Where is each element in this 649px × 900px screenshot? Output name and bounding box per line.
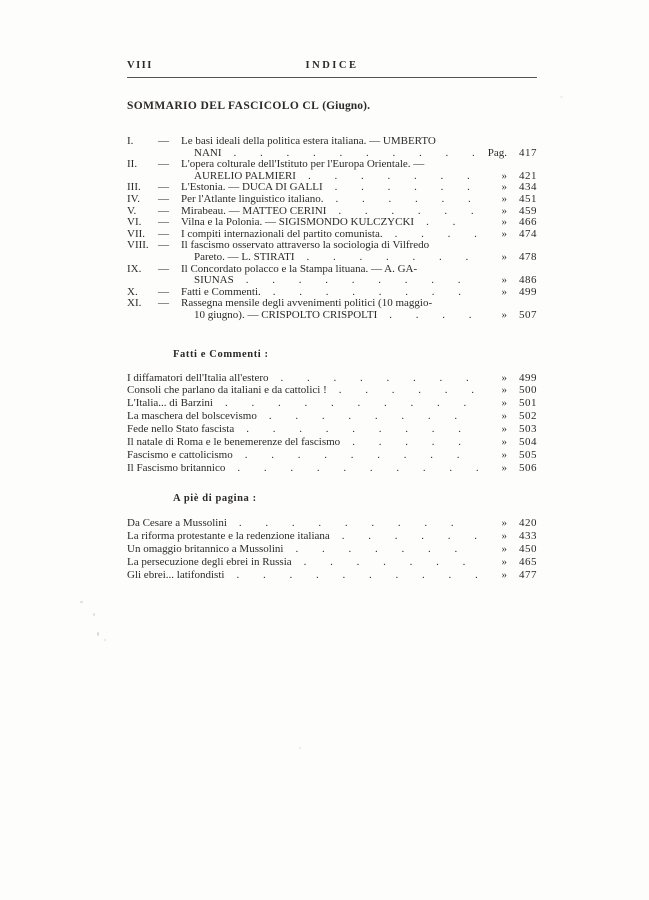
list-item [127,397,537,410]
page-ref-marker: » [501,285,507,298]
dot-leader [227,517,478,530]
page-number: 474 [519,227,537,240]
page-ref-marker: » [501,384,507,397]
page-number: 459 [519,204,537,217]
page-ref-marker: » [501,568,507,581]
toc-text: Il Concordato polacco e la Stampa lituana. — A. GA- [181,262,418,275]
toc-dash: — [158,192,169,205]
sommario-suffix: (Giugno). [319,100,371,112]
toc-numeral: III. [127,181,141,194]
page-ref-marker: » [501,555,507,568]
toc-numeral [127,275,158,287]
scan-speck [560,96,563,98]
page-content [127,59,537,582]
toc-numeral: XI. [127,297,142,310]
page-ref-marker: » [501,517,507,529]
list-item [127,462,537,475]
toc-dash: — [158,239,169,252]
toc-numeral: VIII. [127,239,149,252]
toc-line [127,275,537,287]
toc-numeral: V. [127,204,137,217]
dot-leader [224,569,478,582]
list-item [127,449,537,462]
page-ref-marker: » [501,542,507,555]
page-ref-marker: » [501,449,507,462]
toc-text: Rassegna mensile degli avvenimenti politici (10 maggio- [181,297,433,310]
page-number: 504 [519,436,537,449]
dot-leader [340,436,478,449]
sommario-heading [127,99,537,113]
toc-dash [158,252,181,264]
toc-numeral: II. [127,158,138,171]
page-ref-marker: » [501,462,507,475]
page-ref-marker: » [501,227,507,240]
toc-dash [158,275,181,287]
toc-line [127,159,537,171]
page-number: 506 [519,462,537,475]
toc-dash [158,310,181,322]
toc-numeral: X. [127,285,138,298]
page-ref-marker: » [501,250,507,263]
toc-dash: — [158,297,169,310]
list-item [127,543,537,556]
page-number: 421 [519,169,537,182]
dot-leader [327,384,478,397]
page-ref-marker: Pag. [487,146,507,159]
page-number: 433 [519,529,537,542]
toc-line [127,240,537,252]
dot-leader [257,410,478,423]
page-ref-marker: » [501,410,507,423]
page-ref-marker: » [501,181,507,194]
list-item [127,423,537,436]
page-number: 503 [519,423,537,436]
toc-line [127,252,537,264]
toc-text: Il Fascismo britannico [127,462,226,475]
toc-line [127,194,537,206]
page-header [127,59,537,78]
dot-leader [414,217,478,229]
page-ref-marker: » [501,204,507,217]
dot-leader [323,182,478,194]
page-ref-marker: » [501,529,507,542]
scan-speck [104,639,106,641]
toc-text: I diffamatori dell'Italia all'estero [127,371,269,384]
page-number: 450 [519,542,537,555]
dot-leader [292,556,478,569]
toc-line [127,217,537,229]
toc-text: Vilna e la Polonia. — SIGISMONDO KULCZYCKI [181,216,415,229]
toc-text: Fatti e Commenti. [181,285,261,298]
scan-speck [93,613,95,616]
toc-dash: — [158,227,169,240]
page-ref-marker: » [501,192,507,205]
running-title: INDICE [305,60,359,71]
page-ref-marker: » [501,169,507,182]
dot-leader [324,194,478,206]
page-number: 505 [519,449,537,462]
page-ref-marker: » [501,308,507,321]
page-number: 451 [519,192,537,205]
toc-line [127,136,537,148]
page-number: 502 [519,410,537,423]
apie-heading: A piè di pagina : [173,493,257,504]
page-number: 507 [519,308,537,321]
toc-dash: — [158,158,169,171]
dot-leader [234,275,478,287]
dot-leader [234,423,478,436]
dot-leader [296,171,478,183]
toc-text: Il natale di Roma e le benemerenze del fascismo [127,436,341,449]
list-item [127,569,537,582]
toc-text: SIUNAS [194,274,234,287]
dot-leader [283,543,478,556]
dot-leader [225,462,478,475]
page-number: 500 [519,384,537,397]
toc-dash: — [158,204,169,217]
toc-numeral: VII. [127,227,146,240]
page-number: 465 [519,555,537,568]
apie-list [127,517,537,582]
list-item [127,372,537,385]
toc-numeral: IV. [127,192,140,205]
toc-text: Fascismo e cattolicismo [127,449,233,462]
page-number: 486 [519,274,537,287]
page-number: 417 [519,146,537,159]
page-number: 499 [519,371,537,384]
toc-line [127,310,537,322]
toc-text: Da Cesare a Mussolini [127,517,227,529]
toc-text: Mirabeau. — MATTEO CERINI [181,204,327,217]
dot-leader [269,372,478,385]
toc-text: Un omaggio britannico a Mussolini [127,542,284,555]
list-item [127,556,537,569]
page-ref-marker: » [501,397,507,410]
toc-text: La persecuzione degli ebrei in Russia [127,555,292,568]
toc-text: Consoli che parlano da italiani e da cattolici ! [127,384,327,397]
dot-leader [377,310,478,322]
list-item [127,410,537,423]
toc-text: AURELIO PALMIERI [194,169,296,182]
toc-numeral: I. [127,135,134,147]
page-ref-marker: » [501,216,507,229]
sommario-main: SOMMARIO DEL FASCICOLO CL [127,100,320,112]
fatti-heading: Fatti e Commenti : [173,348,269,360]
toc-text: La maschera del bolscevismo [127,410,257,423]
page-number: 466 [519,216,537,229]
page-number: 420 [519,517,537,529]
dot-leader [213,397,478,410]
toc-dash: — [158,262,169,275]
toc-numeral: IX. [127,262,142,275]
folio-number: VIII [127,60,153,71]
toc-text: Il fascismo osservato attraverso la sociologia di Vilfredo [181,239,430,252]
toc-dash: — [158,181,169,194]
dot-leader [233,449,478,462]
list-item [127,436,537,449]
toc-text: La riforma protestante e la redenzione italiana [127,529,330,542]
toc-line [127,264,537,276]
toc-text: Per l'Atlante linguistico italiano. [181,192,324,205]
toc-text: L'Italia... di Barzini [127,397,213,410]
scan-speck [80,601,83,603]
scan-speck [97,632,99,636]
toc-numeral: VI. [127,216,142,229]
list-item [127,384,537,397]
toc-numeral [127,252,158,264]
page-number: 501 [519,397,537,410]
page-number: 478 [519,250,537,263]
toc-numeral [127,310,158,322]
toc-dash: — [158,285,169,298]
toc-text: Le basi ideali della politica estera italiana. — UMBERTO [181,135,436,147]
toc-text: Gli ebrei... latifondisti [127,568,225,581]
toc-text: Pareto. — L. STIRATI [194,250,295,263]
dot-leader [295,252,478,264]
page-number: 434 [519,181,537,194]
toc-text: Fede nello Stato fascista [127,423,235,436]
toc-text: 10 giugno). — CRISPOLTO CRISPOLTI [194,308,378,321]
toc-list [127,136,537,322]
list-item [127,530,537,543]
page-ref-marker [481,136,507,148]
toc-text: NANI [194,146,222,159]
page-number: 477 [519,568,537,581]
page-number [507,136,537,148]
page-ref-marker: » [501,436,507,449]
dot-leader [330,530,478,543]
fatti-list [127,372,537,476]
scan-speck [299,747,301,749]
page-ref-marker: » [501,371,507,384]
page-ref-marker: » [501,274,507,287]
page-number: 499 [519,285,537,298]
toc-dash: — [158,135,169,147]
list-item [127,517,537,530]
toc-text: L'opera colturale dell'Istituto per l'Europa Orientale. — [181,158,425,171]
toc-dash: — [158,216,169,229]
toc-text: L'Estonia. — DUCA DI GALLI [181,181,323,194]
page-ref-marker: » [501,423,507,436]
toc-text: I compiti internazionali del partito comunista. [181,227,383,240]
